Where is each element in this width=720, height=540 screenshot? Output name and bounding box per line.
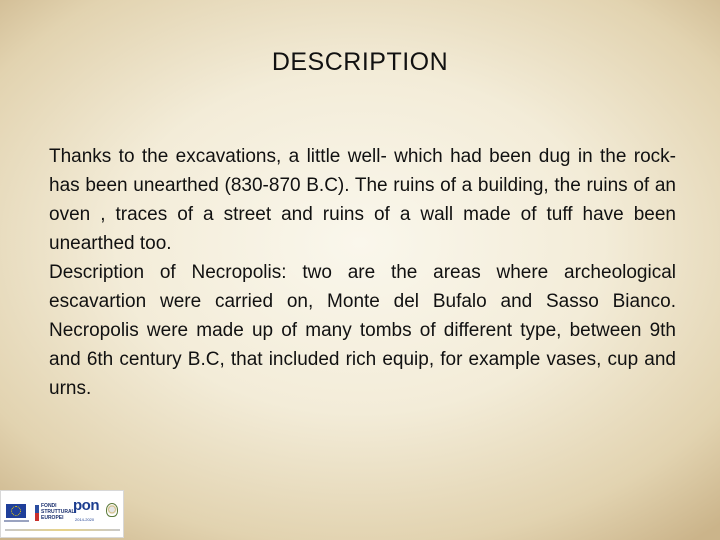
pon-period-label: 2014-2020 bbox=[75, 517, 95, 522]
logo-strip-footer-line bbox=[5, 529, 120, 531]
fse-logo-icon bbox=[35, 505, 39, 521]
slide-body bbox=[49, 142, 676, 403]
italian-republic-emblem-icon bbox=[106, 503, 118, 517]
fondi-strutturali-label: FONDI STRUTTURALI EUROPEI bbox=[41, 503, 76, 521]
paragraph-excavations: Thanks to the excavations, a little well- which had been dug in the rock- has been unearthed (830-870 B.C). The ruins of a building, the ruins of an oven , traces of a street and ruins of a wall made of tuff have been unearthed too. bbox=[49, 146, 676, 254]
eu-flag-icon bbox=[6, 504, 26, 518]
paragraph-necropolis: Description of Necropolis: two are the areas where archeological escavartion were carried on, Monte del Bufalo and Sasso Bianco. Necropolis were made up of many tombs of different type, between 9th and 6th century B.C, that included rich equip, for example vases, cup and urns. bbox=[49, 262, 676, 399]
pon-logo: pon bbox=[73, 497, 99, 514]
funding-logo-strip bbox=[0, 490, 124, 538]
slide-title: DESCRIPTION bbox=[271, 48, 449, 76]
eu-caption-line bbox=[4, 520, 29, 522]
